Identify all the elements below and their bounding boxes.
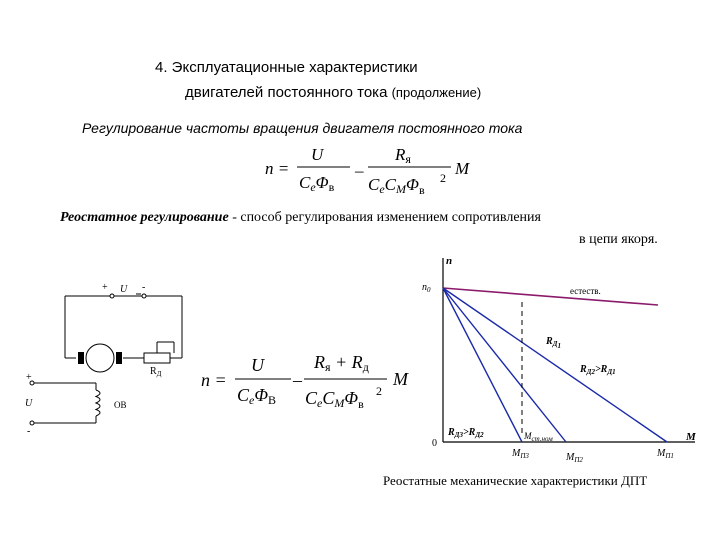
definition-line-2: в цепи якоря. [579, 232, 658, 247]
rheostat-characteristic-1 [443, 288, 667, 442]
formula-1-den2-exp: 2 [440, 171, 446, 185]
circuit-plus-left: + [26, 372, 32, 383]
m-p2-label: $M_{П2}$ [566, 452, 583, 464]
natural-characteristic-line [443, 288, 658, 305]
n0-label: $n_0$ [422, 282, 431, 294]
formula-1-num1: U [311, 145, 324, 164]
x-axis-label: M [686, 431, 696, 443]
circuit-u-top: U [120, 284, 128, 295]
terminal-left-bottom [30, 421, 34, 425]
brush-left [78, 352, 84, 364]
circuit-u-left: U [25, 398, 33, 409]
formula-1-lhs: n = [265, 159, 290, 178]
formula-1-den1: CeΦв [299, 173, 335, 194]
formula-1-minus: – [355, 161, 364, 180]
rd1-label: $R_{Д1}$ [546, 336, 561, 350]
origin-label: 0 [432, 438, 437, 449]
heading-line-2-main: двигателей постоянного тока [185, 84, 388, 101]
circuit-minus-top: - [142, 282, 146, 293]
natural-characteristic-label: естеств. [570, 286, 601, 296]
definition-line-1 [60, 210, 541, 226]
formula-2-lhs: n = [201, 370, 227, 390]
heading-line-2-sub: (продолжение) [391, 85, 482, 100]
heading-line-2 [185, 84, 481, 101]
formula-2-den2: CeCMΦ$_в$ [305, 388, 364, 411]
terminal-top-right [142, 294, 146, 298]
circuit-plus-top: + [102, 282, 108, 293]
definition-term: Реостатное регулирование [60, 210, 229, 225]
m-p3-label: $M_{П3}$ [512, 448, 529, 460]
mechanical-characteristics-graph [410, 250, 710, 465]
formula-2-minus: – [293, 370, 302, 390]
circuit-rd-label: $R_Д$ [150, 366, 162, 378]
subtitle: Регулирование частоты вращения двигателя постоянного тока [82, 120, 523, 136]
formula-1-tail: M [455, 159, 470, 178]
m-nom-label: $M_{ст.ном}$ [524, 431, 553, 443]
circuit-winding-label: ОВ [114, 400, 127, 410]
m-p1-label: $M_{П1}$ [657, 448, 674, 460]
circuit-minus-left: - [27, 426, 31, 434]
rd2-rd1-label: $R_Д2>R_Д1$ [580, 364, 616, 376]
definition-rest-1: - способ регулирования изменением сопротивления [228, 210, 541, 225]
formula-2-den1: CeΦВ [237, 385, 277, 407]
formula-1-den2: CeCMΦ$_в$ [368, 175, 425, 197]
formula-2 [197, 344, 417, 414]
rheostat-characteristic-2 [443, 288, 566, 442]
y-axis-label: n [446, 255, 453, 267]
heading-line-1: 4. Эксплуатационные характеристики [155, 59, 418, 76]
rd3-rd2-label: $R_Д3>R_Д2$ [448, 427, 484, 439]
formula-2-den2-exp: 2 [376, 384, 382, 398]
formula-1-num2: Rя [395, 145, 411, 166]
rheostat-characteristic-3 [443, 288, 522, 442]
formula-1 [255, 140, 485, 200]
terminal-top-left [110, 294, 114, 298]
formula-2-num1: U [251, 355, 264, 375]
formula-2-num2: Rя + Rд [314, 352, 369, 374]
brush-right [116, 352, 122, 364]
circuit-diagram [18, 282, 198, 434]
formula-2-tail: M [393, 369, 408, 389]
graph-caption: Реостатные механические характеристики ДПТ [383, 473, 648, 488]
